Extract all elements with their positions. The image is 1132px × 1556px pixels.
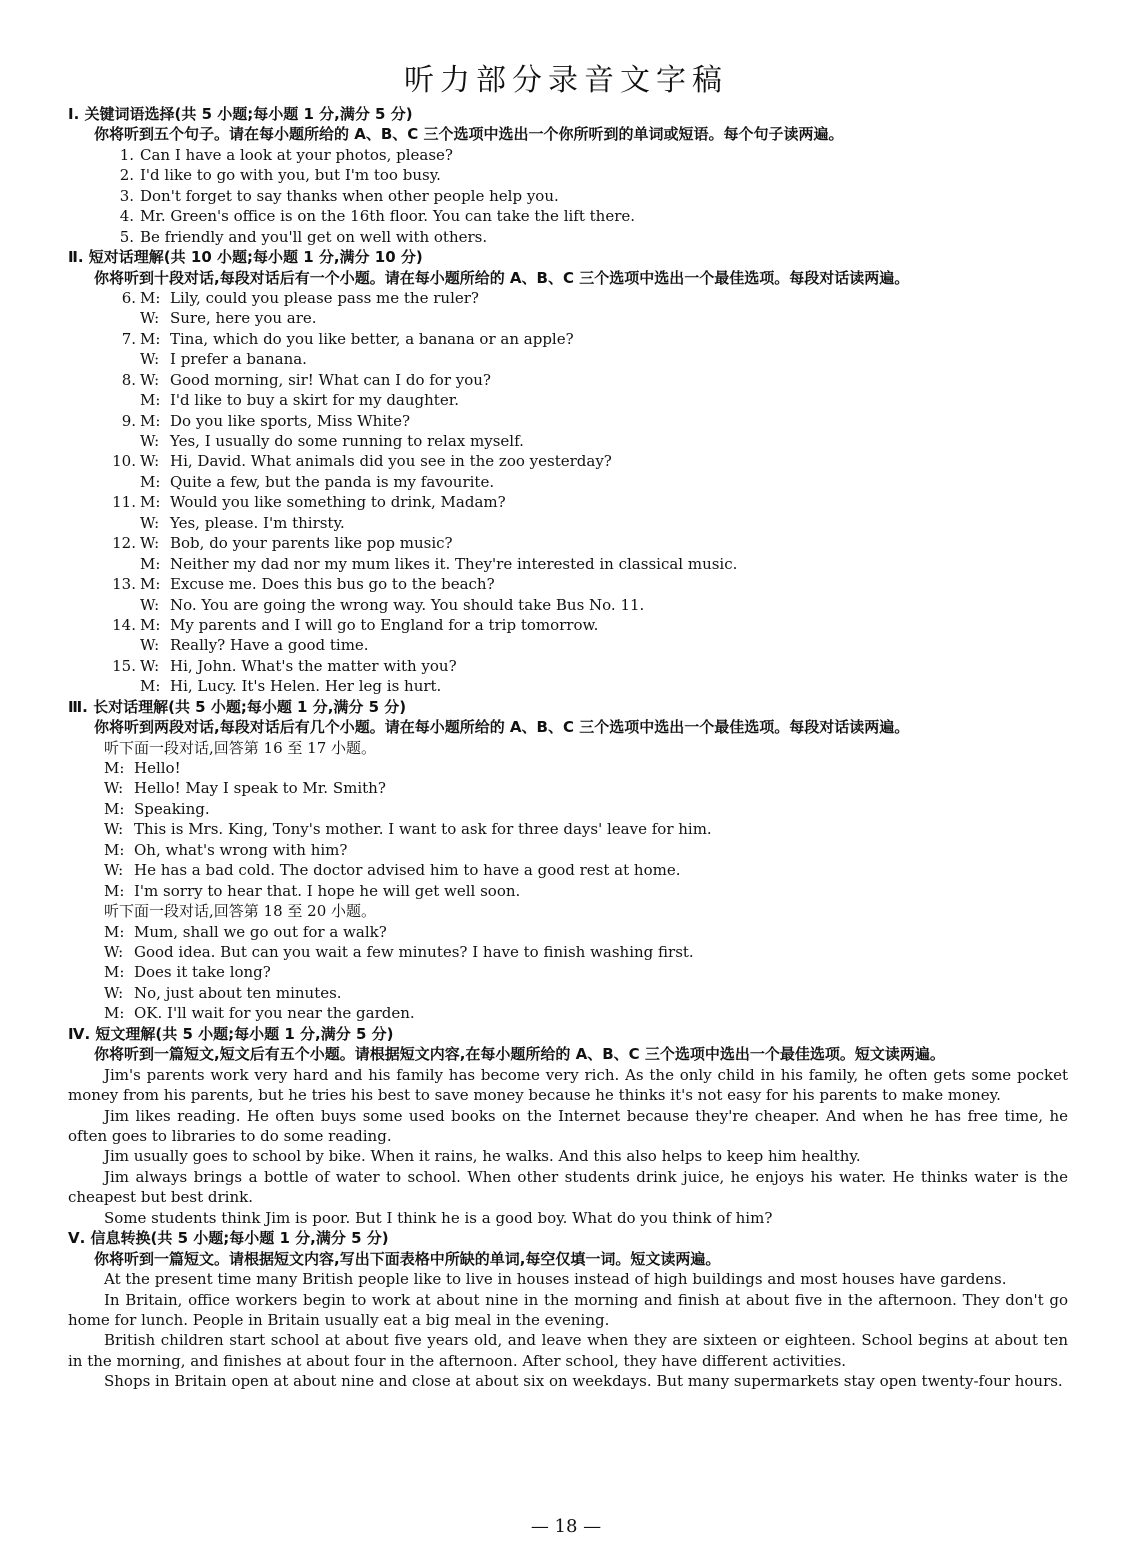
- paragraph: At the present time many British people like to live in houses instead of high buildings and most houses have gardens.: [104, 1270, 1007, 1289]
- dialogue: 7. M: Tina, which do you like better, a banana or an apple? W: I prefer a banana.: [121, 329, 574, 369]
- section-4-instruction: 你将听到一篇短文,短文后有五个小题。请根据短文内容,在每小题所给的 A、B、C 三个选项中选出一个最佳选项。短文读两遍。: [94, 1045, 945, 1064]
- long-dialogue-1: M: Hello! W: Hello! May I speak to Mr. Smith? M: Speaking. W: This is Mrs. King, Tony's mother. I want to ask for three days' leave for him. M: Oh, what's wrong with him? W: He has a bad cold. The doctor advised him to have a good rest at home. M: I'm sorry to hear that. I hope he will get well soon.: [104, 759, 712, 900]
- dialogue: 15. W: Hi, John. What's the matter with you? M: Hi, Lucy. It's Helen. Her leg is hurt.: [112, 656, 457, 696]
- paragraph: Jim likes reading. He often buys some used books on the Internet because they're cheaper. And when he has free time, he often goes to libraries to do some reading.: [68, 1106, 1068, 1145]
- section-5-heading: Ⅴ. 信息转换(共 5 小题;每小题 1 分,满分 5 分): [68, 1229, 389, 1248]
- section-3-intro-2: 听下面一段对话,回答第 18 至 20 小题。: [104, 902, 377, 921]
- section-3-instruction: 你将听到两段对话,每段对话后有几个小题。请在每小题所给的 A、B、C 三个选项中选出一个最佳选项。每段对话读两遍。: [94, 718, 910, 737]
- paragraph: Jim always brings a bottle of water to school. When other students drink juice, he enjoys his water. He thinks water is the cheapest but best drink.: [68, 1167, 1068, 1207]
- dialogue: 9. M: Do you like sports, Miss White? W: Yes, I usually do some running to relax myself.: [121, 411, 524, 451]
- section-1-heading: Ⅰ. 关键词语选择(共 5 小题;每小题 1 分,满分 5 分): [68, 105, 413, 123]
- list-item: 3. Don't forget to say thanks when other people help you.: [119, 186, 559, 205]
- paragraph: Some students think Jim is poor. But I think he is a good boy. What do you think of him?: [104, 1208, 773, 1227]
- dialogue: 13. M: Excuse me. Does this bus go to the beach? W: No. You are going the wrong way. You should take Bus No. 11.: [112, 575, 645, 614]
- section-3-intro-1: 听下面一段对话,回答第 16 至 17 小题。: [104, 738, 377, 757]
- paragraph: In Britain, office workers begin to work at about nine in the morning and finish at about five in the afternoon. They don't go home for lunch. People in Britain usually eat a big meal in the evening.: [68, 1290, 1068, 1330]
- dialogue: 12. W: Bob, do your parents like pop music? M: Neither my dad nor my mum likes it. They're interested in classical music.: [112, 534, 738, 573]
- page-number: — 18 —: [530, 1516, 602, 1537]
- list-item: 2. I'd like to go with you, but I'm too busy.: [119, 166, 441, 185]
- section-1-instruction: 你将听到五个句子。请在每小题所给的 A、B、C 三个选项中选出一个你所听到的单词或短语。每个句子读两遍。: [94, 125, 844, 144]
- section-2-heading: Ⅱ. 短对话理解(共 10 小题;每小题 1 分,满分 10 分): [68, 248, 423, 267]
- section-5-instruction: 你将听到一篇短文。请根据短文内容,写出下面表格中所缺的单词,每空仅填一词。短文读两遍。: [94, 1249, 721, 1268]
- section-4-heading: Ⅳ. 短文理解(共 5 小题;每小题 1 分,满分 5 分): [68, 1024, 394, 1043]
- section-2-instruction: 你将听到十段对话,每段对话后有一个小题。请在每小题所给的 A、B、C 三个选项中选出一个最佳选项。每段对话读两遍。: [94, 268, 910, 287]
- section-5-passage: [68, 1269, 1068, 1392]
- paragraph: British children start school at about five years old, and leave when they are sixteen or eighteen. School begins at about ten in the morning, and finishes at about four in the afternoon. After school, they have different activities.: [68, 1331, 1068, 1370]
- page-title: 听力部分录音文字稿: [404, 63, 728, 98]
- paragraph: Jim usually goes to school by bike. When it rains, he walks. And this also helps to keep him healthy.: [104, 1147, 861, 1166]
- long-dialogue-2: M: Mum, shall we go out for a walk? W: Good idea. But can you wait a few minutes? I have to finish washing first. M: Does it take long? W: No, just about ten minutes. M: OK. I'll wait for you near the garden.: [104, 922, 694, 1023]
- dialogue: 14. M: My parents and I will go to England for a trip tomorrow. W: Really? Have a good time.: [112, 615, 599, 655]
- list-item: 5. Be friendly and you'll get on well with others.: [119, 227, 488, 246]
- paragraph: Shops in Britain open at about nine and close at about six on weekdays. But many supermarkets stay open twenty-four hours.: [104, 1372, 1063, 1391]
- dialogue: 8. W: Good morning, sir! What can I do for you? M: I'd like to buy a skirt for my daughter.: [121, 370, 491, 410]
- list-item: 4. Mr. Green's office is on the 16th floor. You can take the lift there.: [119, 207, 636, 226]
- dialogue: 11. M: Would you like something to drink, Madam? W: Yes, please. I'm thirsty.: [112, 493, 506, 532]
- section-4-passage: [68, 1065, 1068, 1229]
- dialogue: 6. M: Lily, could you please pass me the ruler? W: Sure, here you are.: [121, 288, 479, 328]
- section-3-heading: Ⅲ. 长对话理解(共 5 小题;每小题 1 分,满分 5 分): [68, 697, 407, 716]
- section-1-items: [68, 145, 1068, 247]
- list-item: 1. Can I have a look at your photos, please?: [119, 145, 453, 164]
- dialogue: 10. W: Hi, David. What animals did you see in the zoo yesterday? M: Quite a few, but the panda is my favourite.: [112, 452, 612, 491]
- section-2-dialogues: [68, 288, 1068, 697]
- paragraph: Jim's parents work very hard and his family has become very rich. As the only child in his family, he often gets some pocket money from his parents, but he tries his best to save money because he thinks it's not easy for his parents to make money.: [68, 1065, 1068, 1105]
- transcript-body: [68, 104, 1068, 1392]
